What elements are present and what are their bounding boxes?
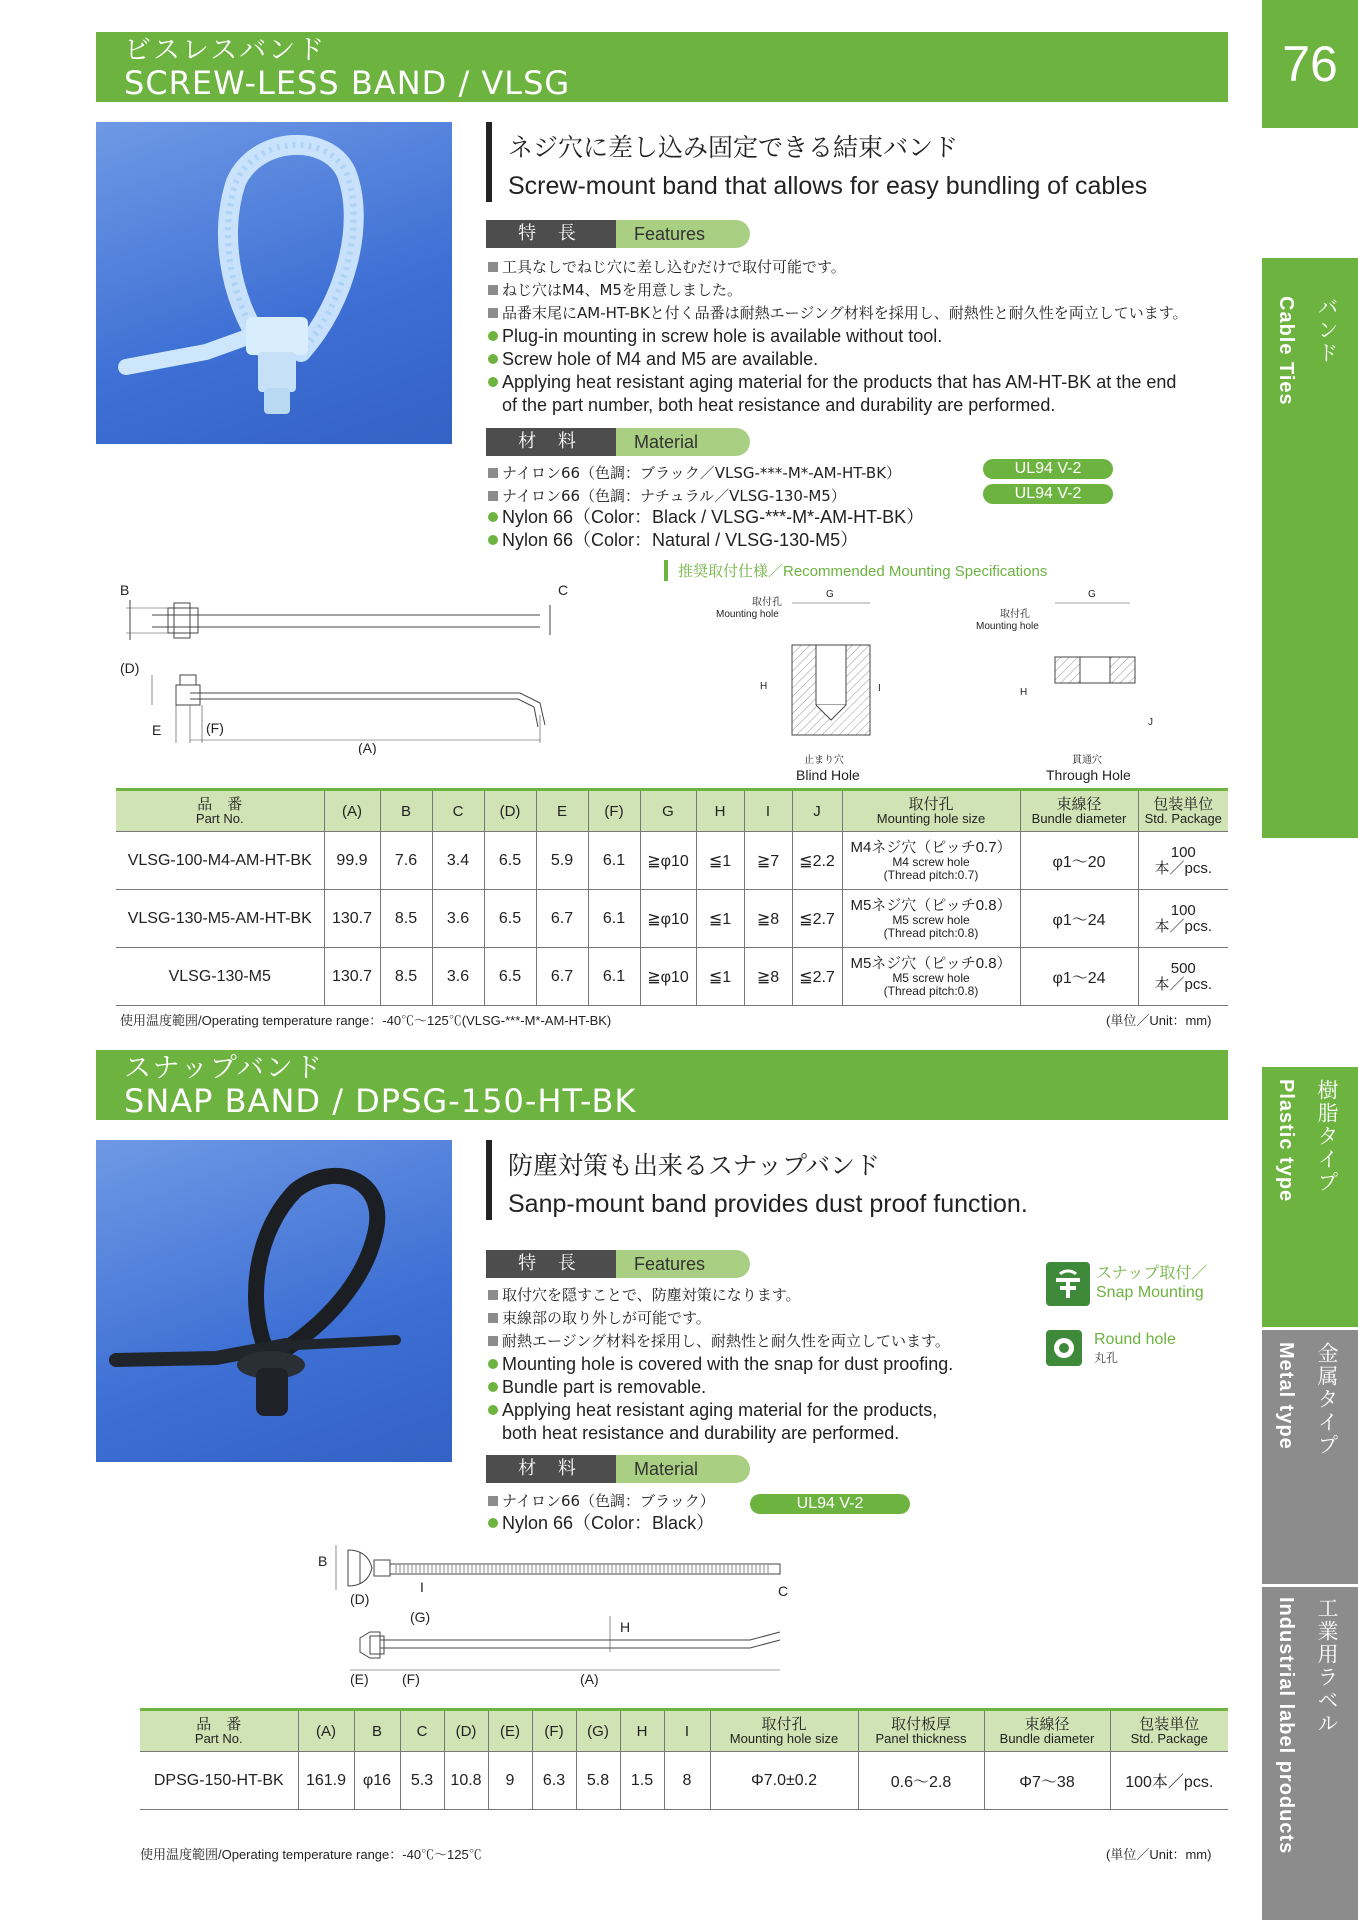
list-item: Bundle part is removable. bbox=[486, 1376, 1026, 1399]
section1-temperature-note: 使用温度範囲/Operating temperature range：-40℃～125℃(VLSG-***-M*-AM-HT-BK) bbox=[120, 1013, 612, 1028]
section2-tagline-jp: 防塵対策も出来るスナップバンド bbox=[508, 1151, 881, 1180]
dim-label-a: (A) bbox=[358, 740, 377, 755]
section2-material-en-label: Material bbox=[616, 1455, 750, 1483]
table-header: J bbox=[792, 790, 842, 832]
section1-material-jp-label: 材 料 bbox=[486, 428, 616, 456]
list-item: 工具なしでねじ穴に差し込むだけで取付可能です。 bbox=[486, 256, 1246, 279]
table-row: VLSG-130-M5 130.7 8.5 3.6 6.5 6.7 6.1 ≧φ10 ≦1 ≧8 ≦2.7 M5ネジ穴（ピッチ0.8） M5 screw hole (Thread pitch:0.8) φ1～24 500 本／pcs. bbox=[116, 948, 1228, 1006]
section2-dimension-drawing bbox=[310, 1540, 810, 1690]
mounting-hole-en-2: Mounting hole bbox=[976, 621, 1039, 632]
section2-features-header bbox=[486, 1250, 750, 1278]
section1-material-header bbox=[486, 428, 750, 456]
section1-header bbox=[96, 32, 1228, 102]
section1-ul-badge-2: UL94 V-2 bbox=[983, 484, 1113, 504]
sidebar-plastic-jp: 樹脂タイプ bbox=[1315, 1079, 1339, 1194]
table-row: VLSG-130-M5-AM-HT-BK 130.7 8.5 3.6 6.5 6.7 6.1 ≧φ10 ≦1 ≧8 ≦2.7 M5ネジ穴（ピッチ0.8） M5 screw hole (Thread pitch:0.8) φ1～24 100 本／pcs. bbox=[116, 890, 1228, 948]
table-header: (D) bbox=[484, 790, 536, 832]
dim2-label-g: (G) bbox=[410, 1609, 431, 1625]
table-header: 品 番 Part No. bbox=[116, 790, 324, 832]
dim2-label-b: B bbox=[318, 1553, 328, 1569]
section1-tagline-en: Screw-mount band that allows for easy bundling of cables bbox=[508, 172, 1148, 200]
list-item: both heat resistance and durability are performed. bbox=[502, 1423, 900, 1443]
section2-material-jp-list bbox=[486, 1490, 786, 1513]
table-header: (G) bbox=[576, 1710, 620, 1752]
table-header: (F) bbox=[532, 1710, 576, 1752]
section2-product-photo bbox=[96, 1140, 452, 1462]
section2-unit-note: (単位／Unit：mm) bbox=[1106, 1847, 1212, 1862]
mounting-hole-en-1: Mounting hole bbox=[716, 609, 779, 620]
list-item: Applying heat resistant aging material for the products, bbox=[486, 1399, 1026, 1422]
section1-tagline-jp: ネジ穴に差し込み固定できる結束バンド bbox=[508, 133, 959, 162]
section2-material-jp-label: 材 料 bbox=[486, 1455, 616, 1483]
list-item: ナイロン66（色調：ナチュラル／VLSG-130-M5） bbox=[486, 485, 1006, 508]
list-item: ナイロン66（色調：ブラック） bbox=[486, 1490, 786, 1513]
section1-features-en-label: Features bbox=[616, 220, 750, 248]
sidebar-label-en: Industrial label products bbox=[1275, 1597, 1297, 1855]
blind-hole-en: Blind Hole bbox=[796, 767, 860, 783]
section1-features-header bbox=[486, 220, 750, 248]
table-header: C bbox=[400, 1710, 444, 1752]
section2-title-jp: スナップバンド bbox=[124, 1053, 324, 1084]
dim2-label-e: (E) bbox=[350, 1671, 369, 1687]
list-item: ねじ穴はM4、M5を用意しました。 bbox=[486, 279, 1246, 302]
table-header: (F) bbox=[588, 790, 640, 832]
dim2-label-c: C bbox=[778, 1583, 789, 1599]
list-item: 束線部の取り外しが可能です。 bbox=[486, 1307, 1026, 1330]
section2-features-en-list bbox=[486, 1353, 1026, 1445]
dim-label-h-1: H bbox=[760, 681, 768, 692]
dim-label-d: (D) bbox=[120, 660, 140, 676]
through-hole-jp: 貫通穴 bbox=[1072, 755, 1102, 766]
dim-label-g-1: G bbox=[826, 589, 834, 600]
round-hole-icon bbox=[1046, 1330, 1082, 1366]
section1-features-en-list bbox=[486, 325, 1246, 417]
table-header: 取付孔 Mounting hole size bbox=[842, 790, 1020, 832]
table-header: E bbox=[536, 790, 588, 832]
list-item: Applying heat resistant aging material for the products that has AM-HT-BK at the end bbox=[486, 371, 1246, 394]
black-cable-tie-image bbox=[96, 1140, 452, 1462]
strap-teeth bbox=[396, 1565, 768, 1573]
section2-title-en: SNAP BAND / DPSG-150-HT-BK bbox=[124, 1082, 637, 1120]
table-header: I bbox=[744, 790, 792, 832]
blind-hole-jp: 止まり穴 bbox=[804, 755, 844, 766]
section2-material-en-list bbox=[486, 1512, 806, 1535]
sidebar-cable-ties-jp: バンド bbox=[1315, 296, 1339, 365]
table-header: (D) bbox=[444, 1710, 488, 1752]
table-header: 取付孔 Mounting hole size bbox=[710, 1710, 858, 1752]
list-item: 耐熱エージング材料を採用し、耐熱性と耐久性を両立しています。 bbox=[486, 1330, 1026, 1353]
round-hole-label: Round hole 丸孔 bbox=[1094, 1331, 1176, 1365]
table-header: 取付板厚 Panel thickness bbox=[858, 1710, 984, 1752]
section1-title-jp: ビスレスバンド bbox=[124, 35, 327, 66]
list-item: ナイロン66（色調：ブラック／VLSG-***-M*-AM-HT-BK） bbox=[486, 462, 1006, 485]
dim-label-i-1: I bbox=[878, 683, 881, 694]
snap-mounting-label: スナップ取付／ Snap Mounting bbox=[1096, 1265, 1208, 1301]
section2-ul-badge-1: UL94 V-2 bbox=[750, 1494, 910, 1514]
section1-unit-note: (単位／Unit：mm) bbox=[1106, 1013, 1212, 1028]
sidebar-tab-metal[interactable] bbox=[1262, 1330, 1358, 1584]
dim2-label-a: (A) bbox=[580, 1671, 599, 1687]
table-header: G bbox=[640, 790, 696, 832]
section1-material-en-list bbox=[486, 506, 1046, 552]
natural-cable-tie-image bbox=[96, 122, 452, 444]
section2-temperature-note: 使用温度範囲/Operating temperature range：-40℃～125℃ bbox=[140, 1847, 482, 1862]
section2-material-header bbox=[486, 1455, 750, 1483]
list-item: Nylon 66（Color：Black / VLSG-***-M*-AM-HT-BK） bbox=[486, 506, 1046, 529]
dim2-label-f: (F) bbox=[402, 1671, 420, 1687]
section1-spec-table bbox=[116, 788, 1228, 1006]
section1-features-jp-list bbox=[486, 256, 1246, 325]
list-item: of the part number, both heat resistance and durability are performed. bbox=[502, 395, 1056, 415]
dim2-label-h: H bbox=[620, 1619, 631, 1635]
table-header: 包装単位 Std. Package bbox=[1110, 1710, 1228, 1752]
sidebar-plastic-en: Plastic type bbox=[1275, 1079, 1297, 1203]
section1-product-photo bbox=[96, 122, 452, 444]
sidebar-tab-labels[interactable] bbox=[1262, 1587, 1358, 1920]
dim-label-b: B bbox=[120, 582, 130, 598]
section1-dimension-drawing bbox=[120, 575, 580, 755]
table-header: H bbox=[620, 1710, 664, 1752]
table-row: VLSG-100-M4-AM-HT-BK 99.9 7.6 3.4 6.5 5.9 6.1 ≧φ10 ≦1 ≧7 ≦2.2 M4ネジ穴（ピッチ0.7） M4 screw hole (Thread pitch:0.7) φ1～20 100 本／pcs. bbox=[116, 832, 1228, 890]
dim2-label-d: (D) bbox=[350, 1591, 370, 1607]
table-header: H bbox=[696, 790, 744, 832]
mounting-hole-jp-2: 取付孔 bbox=[1000, 609, 1030, 620]
sidebar-metal-jp: 金属タイプ bbox=[1315, 1342, 1339, 1457]
table-header: (A) bbox=[298, 1710, 354, 1752]
table-header: (A) bbox=[324, 790, 380, 832]
table-header: 包装単位 Std. Package bbox=[1138, 790, 1228, 832]
dim-label-g-2: G bbox=[1088, 589, 1096, 600]
table-header: 束線径 Bundle diameter bbox=[984, 1710, 1110, 1752]
dim-label-c: C bbox=[558, 582, 569, 598]
snap-mounting-icon bbox=[1046, 1262, 1090, 1306]
section2-tagline-en: Sanp-mount band provides dust proof function. bbox=[508, 1190, 1028, 1218]
section1-title-en: SCREW-LESS BAND / VLSG bbox=[124, 64, 571, 102]
section1-recommended-title: 推奨取付仕様／Recommended Mounting Specifications bbox=[664, 560, 1047, 581]
section1-features-jp-label: 特 長 bbox=[486, 220, 616, 248]
table-header: B bbox=[380, 790, 432, 832]
dim-label-e: E bbox=[152, 722, 162, 738]
sidebar-cable-ties-en: Cable Ties bbox=[1275, 296, 1297, 406]
table-header: I bbox=[664, 1710, 710, 1752]
section2-header bbox=[96, 1050, 1228, 1120]
section1-tagline-bar bbox=[486, 122, 492, 202]
table-header: 束線径 Bundle diameter bbox=[1020, 790, 1138, 832]
dim-label-f: (F) bbox=[206, 720, 224, 736]
sidebar-tab-cable-ties[interactable] bbox=[1262, 258, 1358, 838]
section1-material-en-label: Material bbox=[616, 428, 750, 456]
section2-features-jp-label: 特 長 bbox=[486, 1250, 616, 1278]
sidebar-label-jp: 工業用ラベル bbox=[1315, 1597, 1339, 1735]
table-header: (E) bbox=[488, 1710, 532, 1752]
table-row: DPSG-150-HT-BK 161.9 φ16 5.3 10.8 9 6.3 5.8 1.5 8 Φ7.0±0.2 0.6～2.8 Φ7～38 100本／pcs. bbox=[140, 1752, 1228, 1810]
section1-ul-badge-1: UL94 V-2 bbox=[983, 459, 1113, 479]
section1-material-jp-list bbox=[486, 462, 1006, 508]
dim-label-j: J bbox=[1148, 717, 1153, 728]
mounting-hole-jp-1: 取付孔 bbox=[752, 597, 782, 608]
through-hole-en: Through Hole bbox=[1046, 767, 1131, 783]
list-item: Nylon 66（Color：Black） bbox=[486, 1512, 806, 1535]
list-item: 品番末尾にAM-HT-BKと付く品番は耐熱エージング材料を採用し、耐熱性と耐久性を両立しています。 bbox=[486, 302, 1246, 325]
list-item: Nylon 66（Color：Natural / VLSG-130-M5） bbox=[486, 529, 1046, 552]
sidebar-metal-en: Metal type bbox=[1275, 1342, 1297, 1450]
sidebar-tab-plastic[interactable] bbox=[1262, 1067, 1358, 1327]
section2-tagline-bar bbox=[486, 1140, 492, 1220]
list-item: Plug-in mounting in screw hole is available without tool. bbox=[486, 325, 1246, 348]
section1-mounting-hole-drawing bbox=[700, 585, 1170, 785]
table-header: C bbox=[432, 790, 484, 832]
section2-spec-table bbox=[140, 1708, 1228, 1810]
dim2-label-i: I bbox=[420, 1579, 424, 1595]
section2-features-jp-list bbox=[486, 1284, 1026, 1353]
section2-features-en-label: Features bbox=[616, 1250, 750, 1278]
table-header: 品 番 Part No. bbox=[140, 1710, 298, 1752]
page-number: 76 bbox=[1262, 0, 1358, 128]
list-item: Mounting hole is covered with the snap for dust proofing. bbox=[486, 1353, 1026, 1376]
dim-label-h-2: H bbox=[1020, 687, 1028, 698]
list-item: Screw hole of M4 and M5 are available. bbox=[486, 348, 1246, 371]
table-header: B bbox=[354, 1710, 400, 1752]
list-item: 取付穴を隠すことで、防塵対策になります。 bbox=[486, 1284, 1026, 1307]
